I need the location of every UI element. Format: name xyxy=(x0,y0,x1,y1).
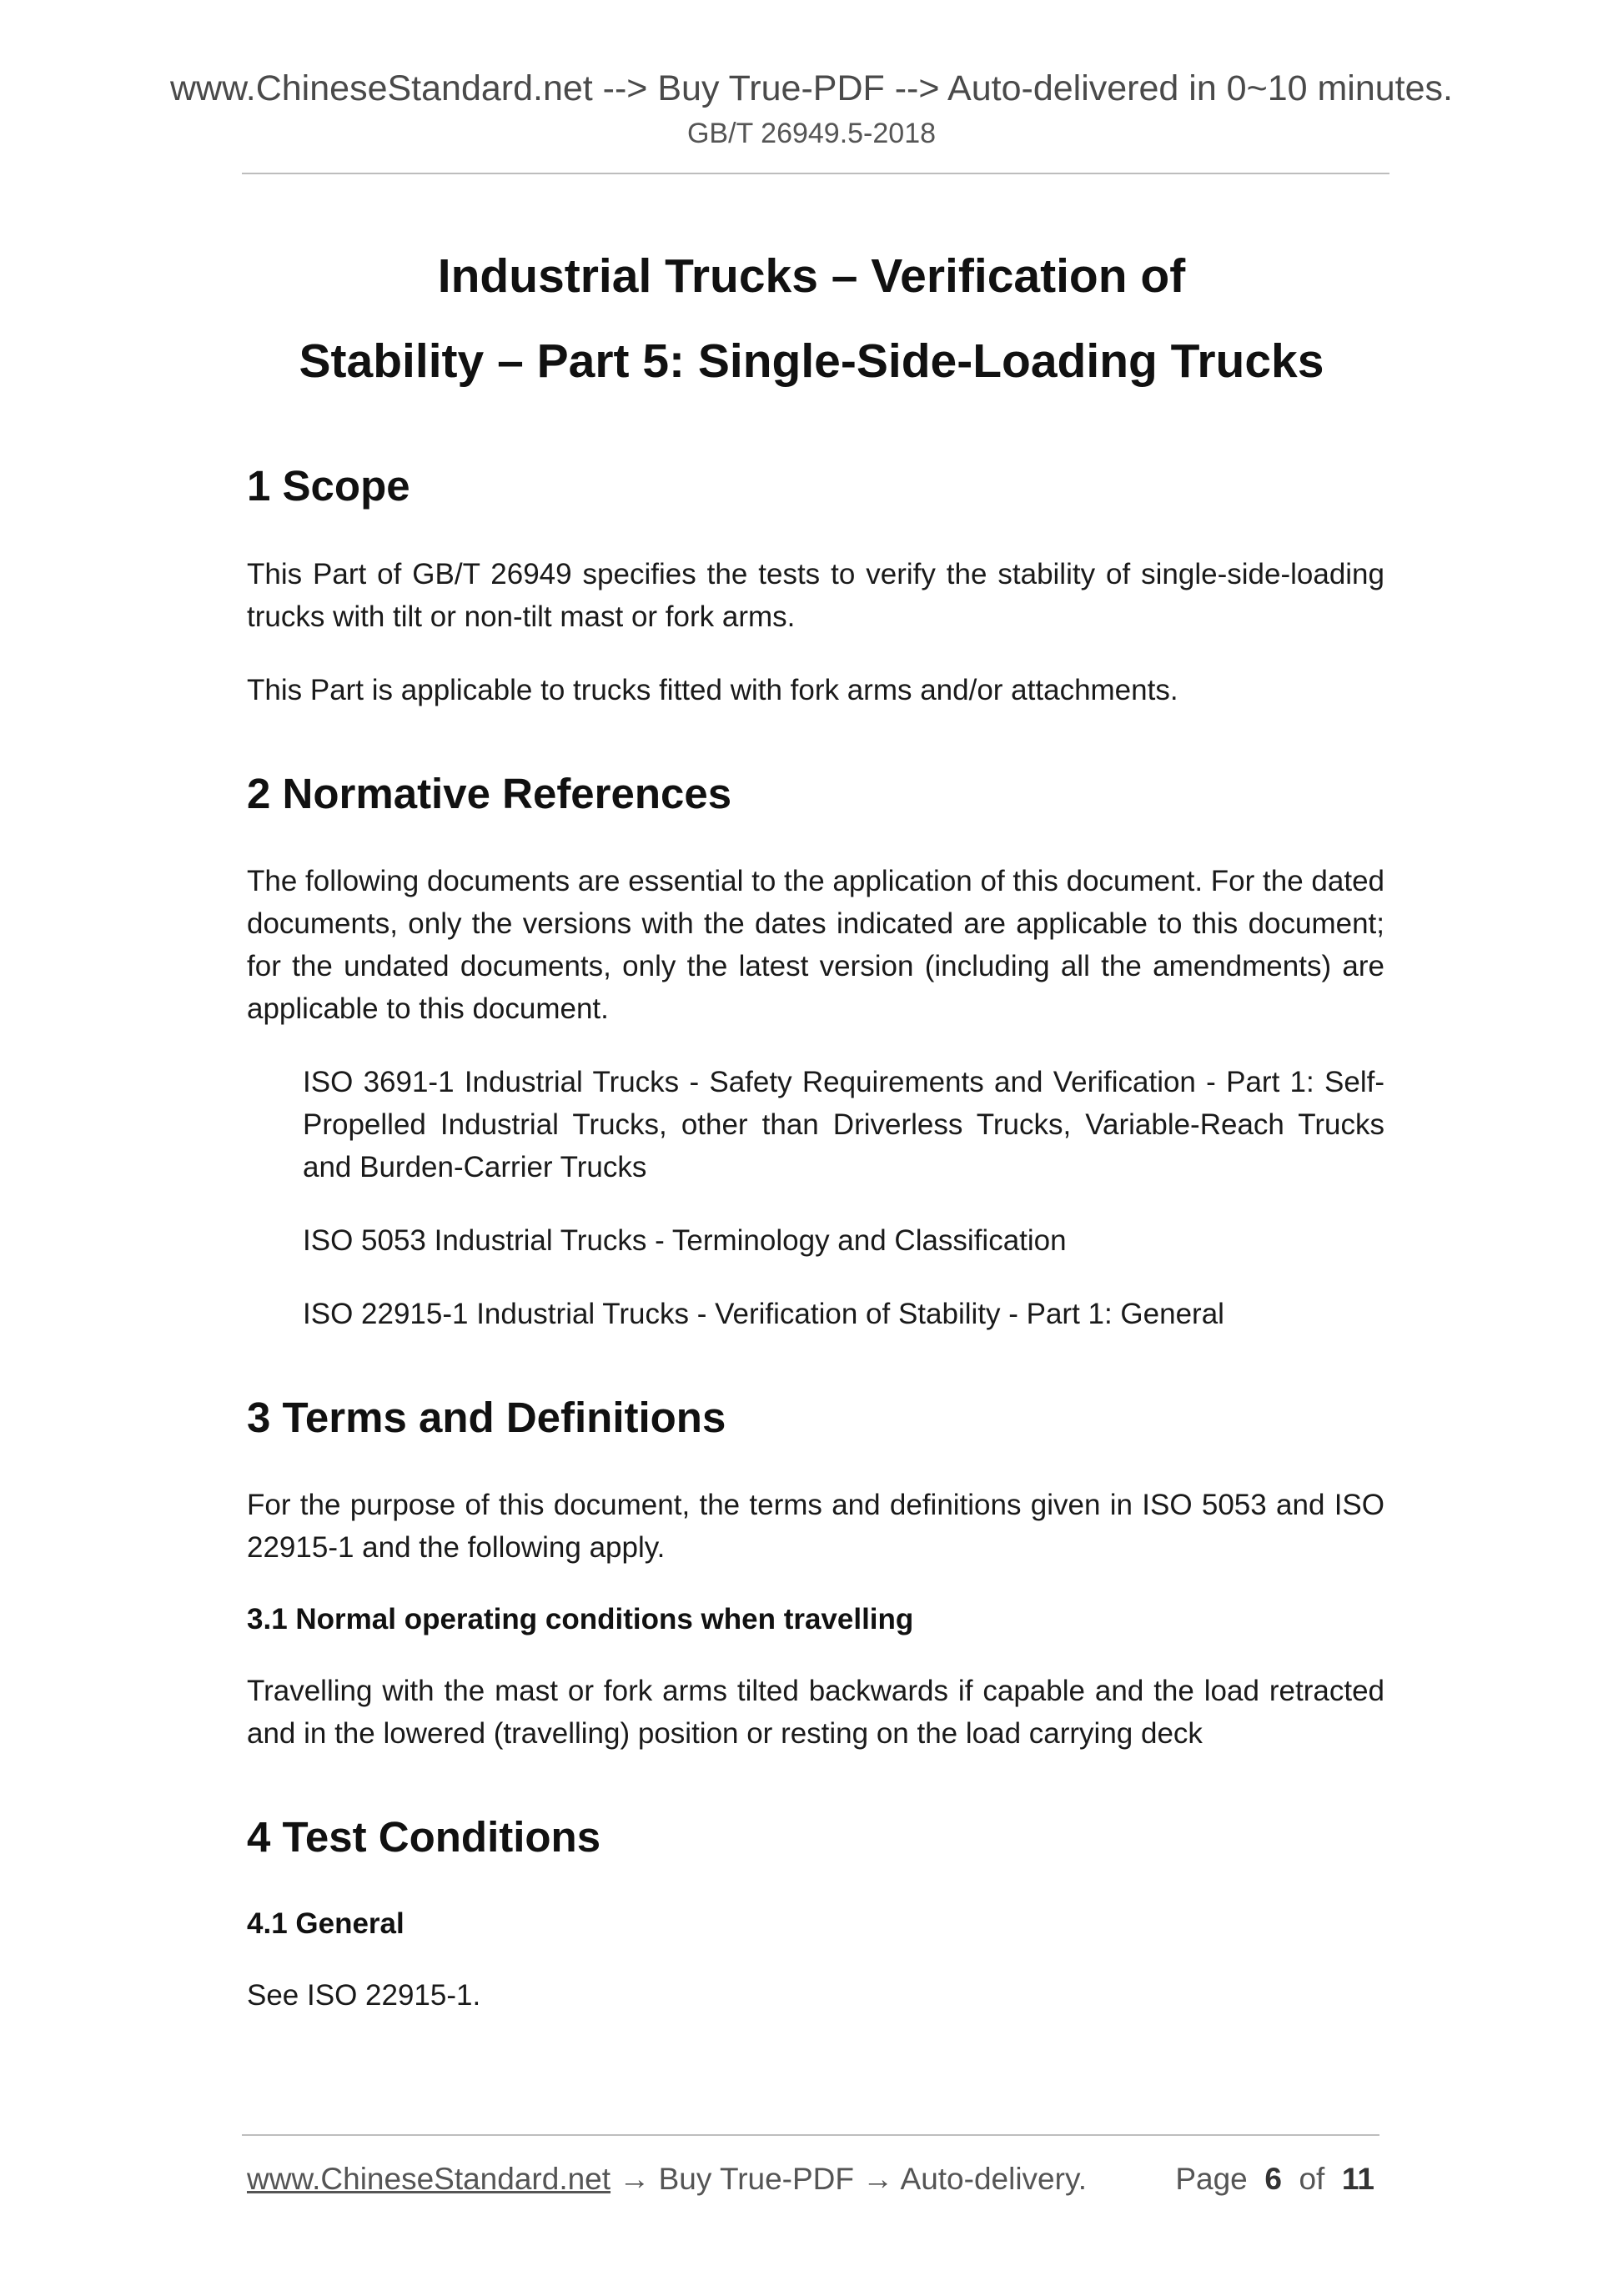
header-standard-number: GB/T 26949.5-2018 xyxy=(686,118,937,149)
definition-paragraph: Travelling with the mast or fork arms tilted backwards if capable and the load retracted and in the lowered (travelling) position or resting on the load carrying deck xyxy=(247,1675,1384,1750)
footer-promo xyxy=(247,2158,1087,2200)
section-heading-scope: 1 Scope xyxy=(247,462,410,510)
page-total: 11 xyxy=(1341,2162,1374,2196)
title-line-1: Industrial Trucks – Verification of xyxy=(437,249,1186,303)
footer-site-link[interactable]: www.ChineseStandard.net xyxy=(247,2162,611,2196)
section-heading-normative-references: 2 Normative References xyxy=(247,770,732,817)
page-indicator xyxy=(1175,2158,1374,2200)
title-line-2: Stability – Part 5: Single-Side-Loading Trucks xyxy=(299,334,1324,388)
footer-divider xyxy=(242,2134,1379,2136)
page-footer xyxy=(247,2158,1374,2200)
scope-paragraph-1: This Part of GB/T 26949 specifies the tests to verify the stability of single-side-loading trucks with tilt or non-tilt mast or fork arms. xyxy=(247,558,1384,633)
reference-item: ISO 5053 Industrial Trucks - Terminology and Classification xyxy=(303,1224,1067,1257)
test-general-paragraph: See ISO 22915-1. xyxy=(247,1979,481,2012)
normative-intro-paragraph: The following documents are essential to the application of this document. For the dated documents, only the versions with the dates indicated are applicable to this document; for the undated documents, only the latest version (including all the amendments) are applicable to this document. xyxy=(247,865,1384,1025)
document-body xyxy=(247,457,1384,2017)
reference-item: ISO 3691-1 Industrial Trucks - Safety Requirements and Verification - Part 1: Self-Propelled Industrial Trucks, other than Driverless Trucks, Variable-Reach Trucks and Burden-Carrier Trucks xyxy=(303,1066,1384,1183)
of-label: of xyxy=(1299,2162,1325,2196)
page-label: Page xyxy=(1175,2162,1248,2196)
subsection-heading-4-1: 4.1 General xyxy=(247,1907,404,1940)
subsection-heading-3-1: 3.1 Normal operating conditions when travelling xyxy=(247,1603,914,1635)
section-heading-terms-definitions: 3 Terms and Definitions xyxy=(247,1394,726,1441)
page-number: 6 xyxy=(1264,2162,1282,2196)
reference-item: ISO 22915-1 Industrial Trucks - Verification of Stability - Part 1: General xyxy=(303,1298,1224,1330)
section-heading-test-conditions: 4 Test Conditions xyxy=(247,1813,601,1861)
scope-paragraph-2: This Part is applicable to trucks fitted with fork arms and/or attachments. xyxy=(247,674,1178,706)
terms-intro-paragraph: For the purpose of this document, the terms and definitions given in ISO 5053 and ISO 22915-1 and the following apply. xyxy=(247,1489,1384,1564)
document-title xyxy=(0,234,1623,404)
header-divider xyxy=(242,173,1389,174)
footer-promo-text: → Buy True-PDF → Auto-delivery. xyxy=(611,2162,1087,2196)
header-banner: www.ChineseStandard.net --> Buy True-PDF --> Auto-delivered in 0~10 minutes. xyxy=(169,68,1453,108)
